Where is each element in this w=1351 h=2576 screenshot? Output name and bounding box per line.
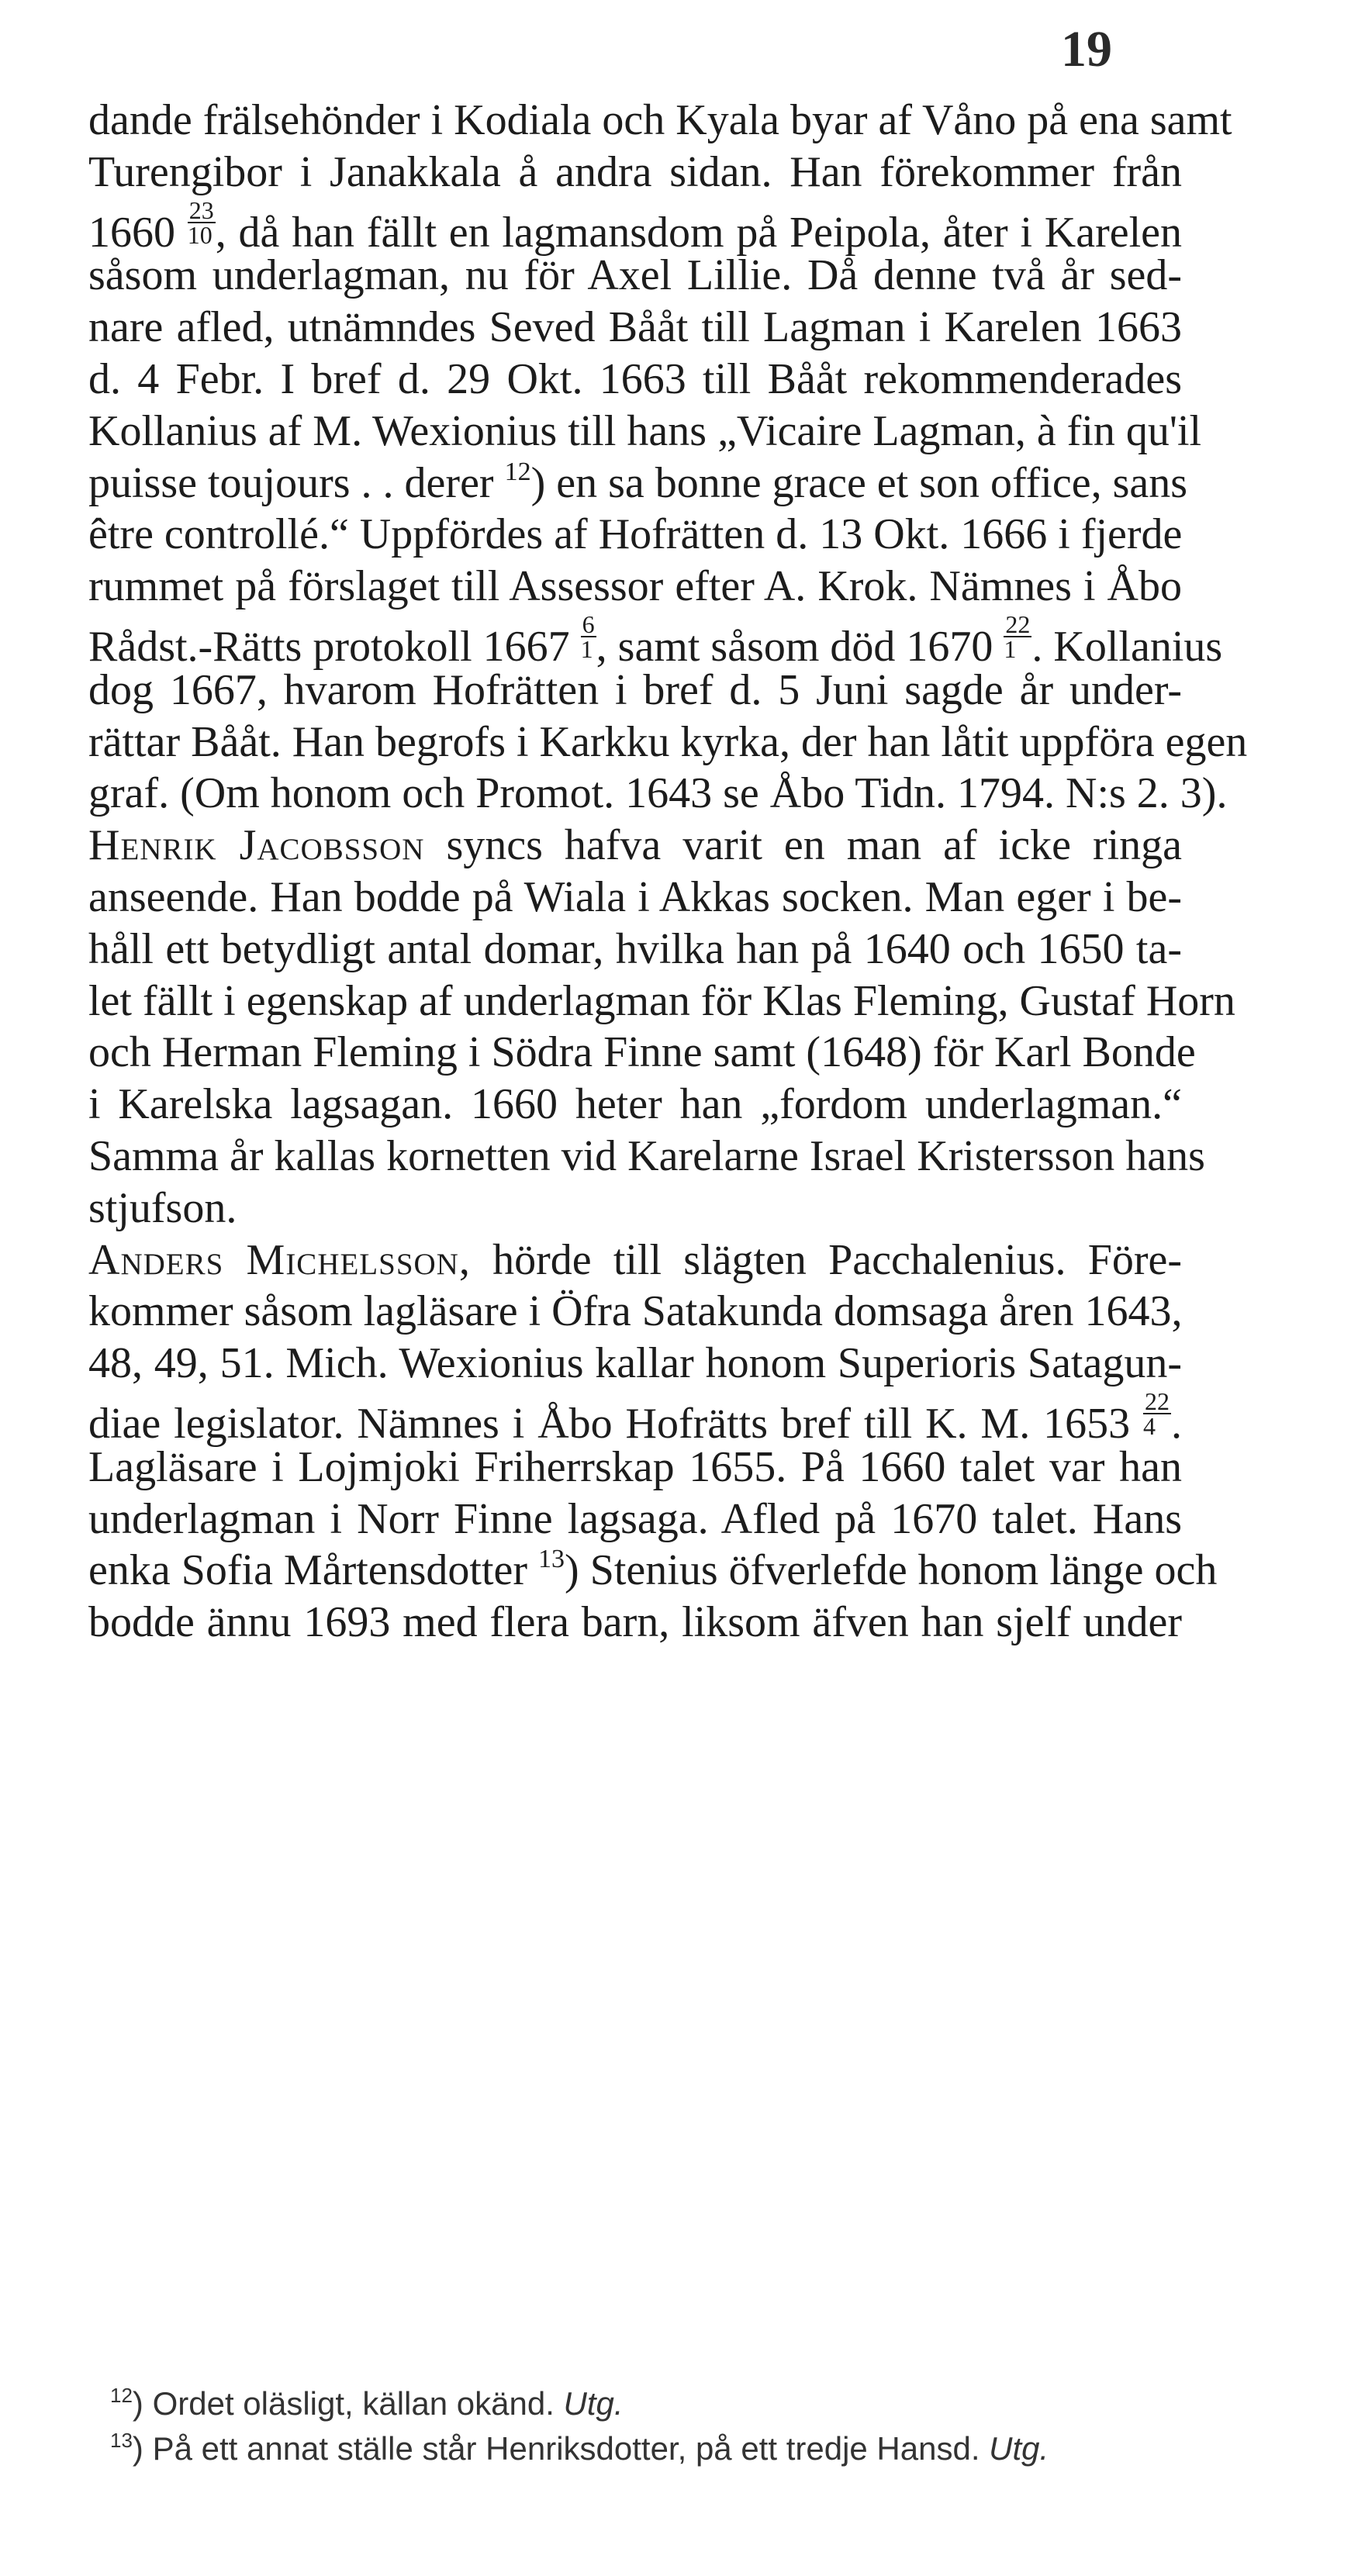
- text-line: håll ett betydligt antal domar, hvilka han på 1640 och 1650 ta-: [88, 924, 1182, 973]
- text-line: rummet på förslaget till Assessor efter A. Krok. Nämnes i Åbo: [88, 562, 1182, 611]
- text-line: underlagman i Norr Finne lagsaga. Afled på 1670 talet. Hans: [88, 1494, 1182, 1543]
- footnote-ref-12: 12: [504, 457, 531, 486]
- text-line: anseende. Han bodde på Wiala i Akkas socken. Man eger i be-: [88, 872, 1182, 921]
- text-line: graf. (Om honom och Promot. 1643 se Åbo Tidn. 1794. N:s 2. 3).: [88, 769, 1228, 818]
- text-line: Anders Michelsson, hörde till slägten Pacchalenius. Före-: [88, 1235, 1182, 1284]
- text-line: [88, 195, 1182, 257]
- person-name-anders: Anders Michelsson,: [88, 1235, 471, 1284]
- text-line: såsom underlagman, nu för Axel Lillie. Då denne två år sed-: [88, 251, 1182, 300]
- page-number: 19: [1061, 21, 1112, 78]
- text-line: 48, 49, 51. Mich. Wexionius kallar honom Superioris Satagun-: [88, 1339, 1182, 1388]
- footnote-13: $^{13}$) På ett annat ställe står Henriksdotter, på ett tredje Hansd. Utg.: [110, 2429, 1049, 2467]
- line-start: 1660: [88, 208, 188, 257]
- text-line: rättar Bååt. Han begrofs i Karkku kyrka, der han låtit uppföra egen: [88, 717, 1248, 766]
- text-line: bodde ännu 1693 med flera barn, liksom äfven han sjelf under: [88, 1598, 1182, 1647]
- text-line: Lagläsare i Lojmjoki Friherrskap 1655. På 1660 talet var han: [88, 1442, 1182, 1491]
- text-line: Rådst.-Rätts protokoll 1667 $\frac{6}{1}$ , samt såsom död 1670 $\frac{22}{1}$ . Kollanius: [88, 609, 1223, 671]
- text-line: stjufson.: [88, 1183, 237, 1232]
- footnote-12: $^{12}$) Ordet oläsligt, källan okänd. Utg.: [110, 2384, 624, 2422]
- text-line: diae legislator. Nämnes i Åbo Hofrätts bref till K. M. 1653 $\frac{22}{4}$ .: [88, 1386, 1182, 1448]
- date-fraction-1667: $\frac{6}{1}$: [580, 609, 595, 663]
- date-fraction-1660: $\frac{23}{10}$: [187, 195, 214, 249]
- text-line: i Karelska lagsagan. 1660 heter han „fordom underlagman.“: [88, 1080, 1182, 1129]
- person-name-henrik: Henrik Jacobsson: [88, 821, 425, 870]
- text-line: Samma år kallas kornetten vid Karelarne Israel Kristersson hans: [88, 1131, 1205, 1180]
- text-line: puisse toujours . . derer $^{12}$) en sa bonne grace et son office, sans: [88, 457, 1188, 507]
- footnotes: [110, 2381, 1180, 2471]
- text-line: enka Sofia Mårtensdotter $^{13}$) Stenius öfverlefde honom länge och: [88, 1545, 1218, 1595]
- text-line: être controllé.“ Uppfördes af Hofrätten d. 13 Okt. 1666 i fjerde: [88, 510, 1183, 559]
- text-line: nare afled, utnämndes Seved Bååt till Lagman i Karelen 1663: [88, 303, 1182, 352]
- date-fraction-1653: $\frac{22}{4}$: [1143, 1386, 1170, 1440]
- text-line: let fällt i egenskap af underlagman för Klas Fleming, Gustaf Horn: [88, 976, 1235, 1025]
- text-line: kommer såsom lagläsare i Öfra Satakunda domsaga åren 1643,: [88, 1287, 1183, 1336]
- text-line: Henrik Jacobsson syncs hafva varit en man af icke ringa: [88, 821, 1183, 870]
- date-fraction-1670: $\frac{22}{1}$: [1004, 609, 1031, 663]
- footnote-ref-13: 13: [538, 1545, 565, 1574]
- body-text: [88, 95, 1248, 1649]
- text-line: och Herman Fleming i Södra Finne samt (1648) för Karl Bonde: [88, 1028, 1196, 1077]
- text-line: Kollanius af M. Wexionius till hans „Vicaire Lagman, à fin qu'il: [88, 406, 1202, 455]
- text-line: Turengibor i Janakkala å andra sidan. Han förekommer från: [88, 147, 1182, 196]
- line-rest: , då han fällt en lagmansdom på Peipola, åter i Karelen: [215, 208, 1182, 257]
- text-line: dog 1667, hvarom Hofrätten i bref d. 5 Juni sagde år under-: [88, 665, 1182, 714]
- text-line: d. 4 Febr. I bref d. 29 Okt. 1663 till Bååt rekommenderades: [88, 354, 1182, 403]
- text-line: dande frälsehönder i Kodiala och Kyala byar af Våno på ena samt: [88, 96, 1232, 144]
